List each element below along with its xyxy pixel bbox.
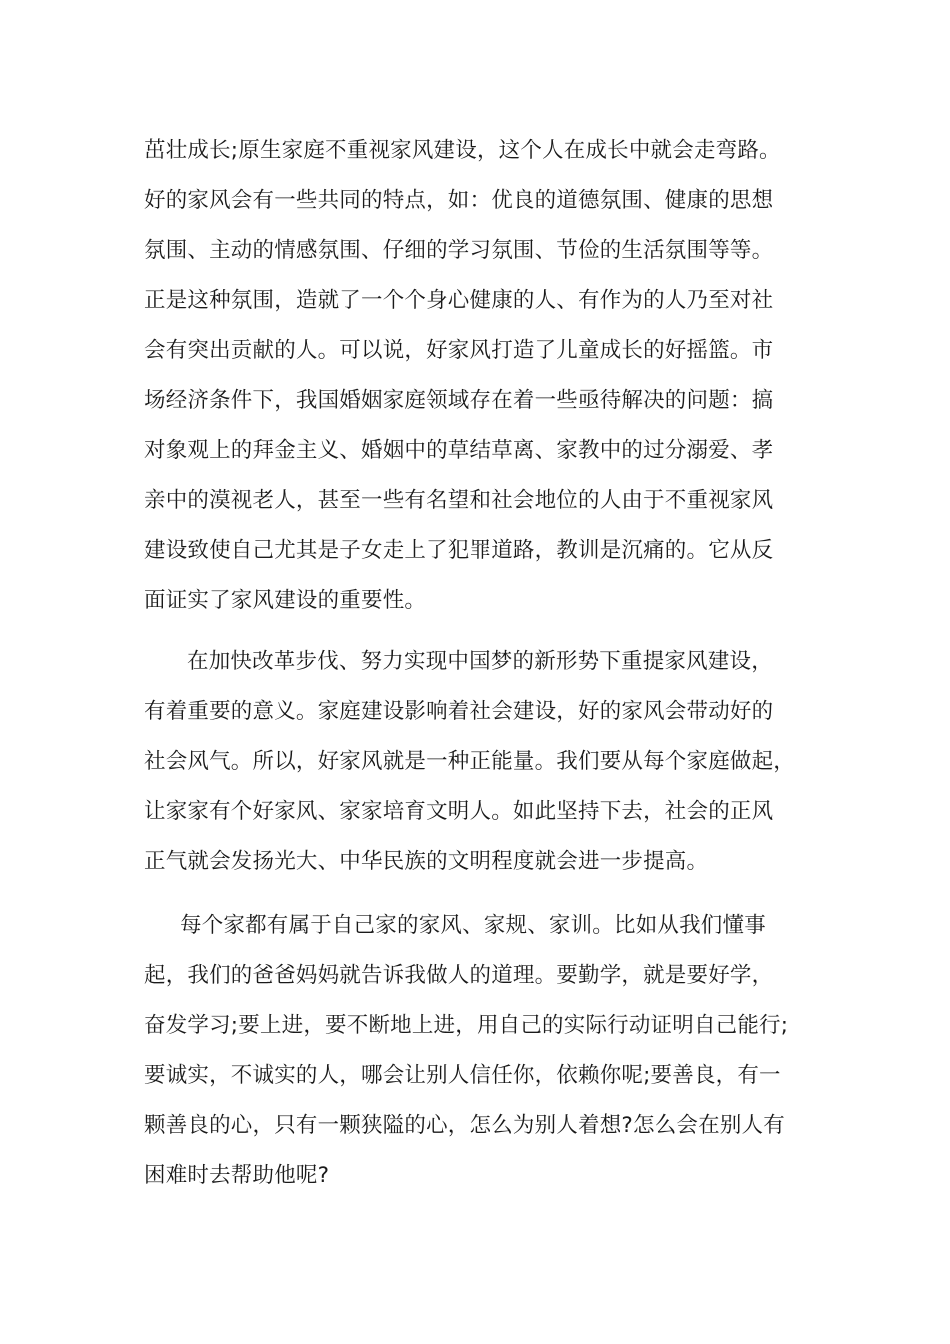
paragraph-new-era	[144, 637, 824, 887]
paragraph-line: 面证实了家风建设的重要性。	[144, 588, 427, 613]
paragraph-family-rules	[144, 901, 824, 1201]
paragraph-line: 正气就会发扬光大、中华民族的文明程度就会进一步提高。	[144, 849, 709, 874]
paragraph-line: 对象观上的拜金主义、婚姻中的草结草离、家教中的过分溺爱、孝	[144, 438, 774, 463]
paragraph-line: 颗善良的心，只有一颗狭隘的心，怎么为别人着想?怎么会在别人有	[144, 1113, 785, 1138]
paragraph-line: 起，我们的爸爸妈妈就告诉我做人的道理。要勤学，就是要好学，	[144, 963, 774, 988]
paragraph-line: 亲中的漠视老人，甚至一些有名望和社会地位的人由于不重视家风	[144, 488, 774, 513]
paragraph-line: 场经济条件下，我国婚姻家庭领域存在着一些亟待解决的问题：搞	[144, 388, 774, 413]
paragraph-line: 社会风气。所以，好家风就是一种正能量。我们要从每个家庭做起，	[144, 749, 796, 774]
paragraph-line: 要诚实，不诚实的人，哪会让别人信任你，依赖你呢;要善良，有一	[144, 1063, 781, 1088]
paragraph-line: 好的家风会有一些共同的特点，如：优良的道德氛围、健康的思想	[144, 188, 774, 213]
paragraph-line: 建设致使自己尤其是子女走上了犯罪道路，教训是沉痛的。它从反	[144, 538, 774, 563]
paragraph-line: 每个家都有属于自己家的家风、家规、家训。比如从我们懂事	[180, 913, 766, 938]
paragraph-line: 奋发学习;要上进，要不断地上进，用自己的实际行动证明自己能行;	[144, 1013, 789, 1038]
paragraph-line: 有着重要的意义。家庭建设影响着社会建设，好的家风会带动好的	[144, 699, 774, 724]
paragraph-line: 困难时去帮助他呢?	[144, 1163, 330, 1188]
paragraph-line: 会有突出贡献的人。可以说，好家风打造了儿童成长的好摇篮。市	[144, 338, 774, 363]
paragraph-line: 在加快改革步伐、努力实现中国梦的新形势下重提家风建设，	[187, 649, 773, 674]
paragraph-line: 氛围、主动的情感氛围、仔细的学习氛围、节俭的生活氛围等等。	[144, 238, 774, 263]
paragraph-line: 让家家有个好家风、家家培育文明人。如此坚持下去，社会的正风	[144, 799, 774, 824]
paragraph-line: 茁壮成长;原生家庭不重视家风建设，这个人在成长中就会走弯路。	[144, 138, 781, 163]
paragraph-line: 正是这种氛围，造就了一个个身心健康的人、有作为的人乃至对社	[144, 288, 774, 313]
paragraph-family-traits	[144, 126, 824, 626]
